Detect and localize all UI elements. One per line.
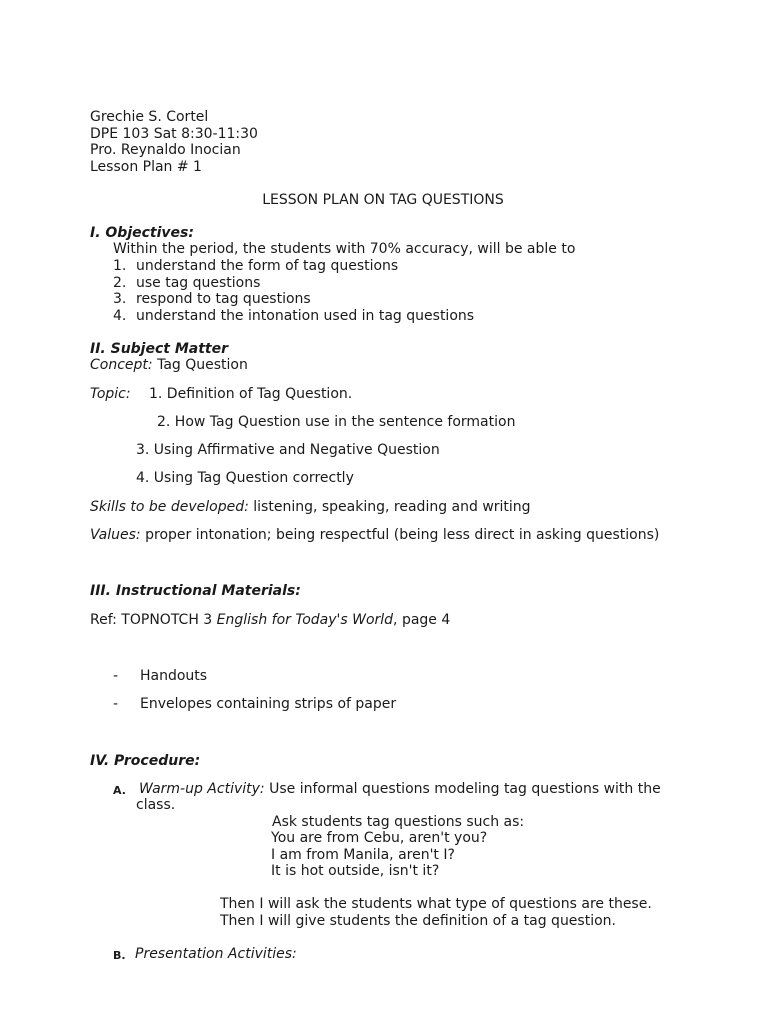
example-question: It is hot outside, isn't it? bbox=[271, 863, 440, 879]
example-question: You are from Cebu, aren't you? bbox=[271, 830, 488, 846]
concept-line bbox=[90, 357, 248, 374]
warmup-line bbox=[139, 781, 661, 798]
topic-label: Topic: bbox=[90, 386, 131, 402]
values-label: Values: bbox=[90, 527, 141, 543]
reference-title: English for Today's World bbox=[216, 612, 394, 628]
bullet-dash: - bbox=[113, 668, 119, 684]
topic-item: 1. Definition of Tag Question. bbox=[149, 386, 353, 402]
example-question: I am from Manila, aren't I? bbox=[271, 847, 455, 863]
topic-item: 4. Using Tag Question correctly bbox=[136, 470, 354, 486]
then-step: Then I will ask the students what type of questions are these. bbox=[220, 896, 652, 912]
concept-label: Concept: bbox=[90, 357, 153, 373]
skills-value: listening, speaking, reading and writing bbox=[253, 499, 531, 515]
warmup-label: Warm-up Activity: bbox=[139, 781, 265, 797]
skills-line bbox=[90, 499, 531, 516]
material-item: Handouts bbox=[140, 668, 208, 684]
values-line bbox=[90, 527, 659, 544]
step-a-marker: A. bbox=[113, 784, 126, 797]
reference-prefix: Ref: TOPNOTCH 3 bbox=[90, 612, 213, 628]
course-info: DPE 103 Sat 8:30-11:30 bbox=[90, 126, 258, 142]
materials-heading: III. Instructional Materials: bbox=[90, 583, 301, 599]
concept-value: Tag Question bbox=[157, 357, 248, 373]
presentation-label: Presentation Activities: bbox=[135, 946, 297, 962]
warmup-text-continued: class. bbox=[136, 797, 176, 813]
warmup-text: Use informal questions modeling tag questions with the bbox=[269, 781, 661, 797]
objectives-heading: I. Objectives: bbox=[90, 225, 194, 241]
step-b-marker: B. bbox=[113, 949, 126, 962]
objective-number: 1. bbox=[113, 258, 127, 274]
professor-name: Pro. Reynaldo Inocian bbox=[90, 142, 241, 158]
objective-number: 3. bbox=[113, 291, 127, 307]
objectives-intro: Within the period, the students with 70% accuracy, will be able to bbox=[113, 241, 576, 257]
objective-text: use tag questions bbox=[136, 275, 261, 291]
reference-line bbox=[90, 612, 450, 629]
topic-item: 3. Using Affirmative and Negative Question bbox=[136, 442, 440, 458]
objective-text: respond to tag questions bbox=[136, 291, 311, 307]
objective-number: 2. bbox=[113, 275, 127, 291]
document-title: LESSON PLAN ON TAG QUESTIONS bbox=[262, 192, 504, 208]
material-item: Envelopes containing strips of paper bbox=[140, 696, 397, 712]
objective-number: 4. bbox=[113, 308, 127, 324]
bullet-dash: - bbox=[113, 696, 119, 712]
ask-intro: Ask students tag questions such as: bbox=[272, 814, 525, 830]
subject-matter-heading: II. Subject Matter bbox=[90, 341, 229, 357]
topic-item: 2. How Tag Question use in the sentence formation bbox=[157, 414, 516, 430]
reference-suffix: , page 4 bbox=[393, 612, 451, 628]
lesson-plan-number: Lesson Plan # 1 bbox=[90, 159, 202, 175]
objective-text: understand the intonation used in tag questions bbox=[136, 308, 475, 324]
skills-label: Skills to be developed: bbox=[90, 499, 249, 515]
author-name: Grechie S. Cortel bbox=[90, 109, 209, 125]
objective-text: understand the form of tag questions bbox=[136, 258, 399, 274]
then-step: Then I will give students the definition of a tag question. bbox=[220, 913, 616, 929]
procedure-heading: IV. Procedure: bbox=[90, 753, 201, 769]
values-value: proper intonation; being respectful (being less direct in asking questions) bbox=[145, 527, 660, 543]
